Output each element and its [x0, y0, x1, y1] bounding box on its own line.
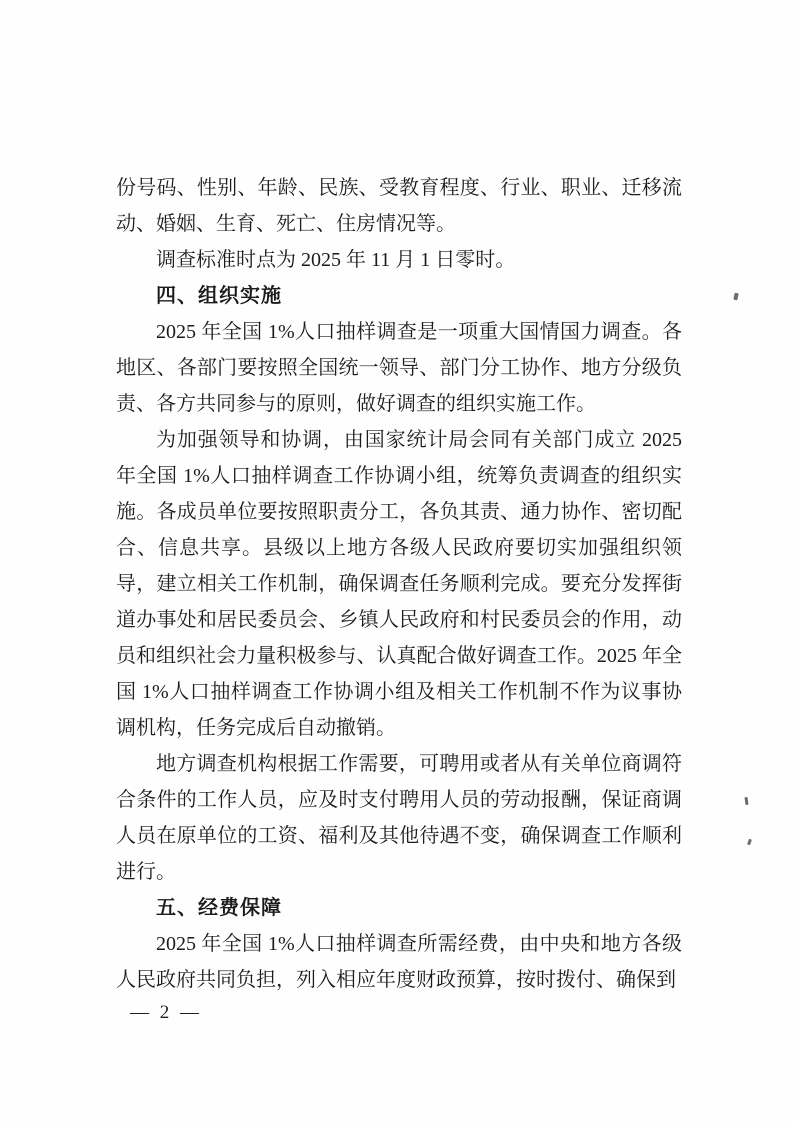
- scan-artifact: [744, 797, 748, 805]
- scan-artifact: [733, 293, 738, 301]
- scan-artifact: [747, 839, 752, 846]
- paragraph-section5-1: 2025 年全国 1%人口抽样调查所需经费，由中央和地方各级人民政府共同负担，列入相应年度财政预算，按时拨付、确保到: [116, 933, 682, 991]
- document-body: [116, 170, 682, 998]
- paragraph-section4-2: 为加强领导和协调，由国家统计局会同有关部门成立 2025 年全国 1%人口抽样调查工作协调小组，统筹负责调查的组织实施。各成员单位要按照职责分工，各负其责、通力协作、密切配合、信息共享。县级以上地方各级人民政府要切实加强组织领导，建立相关工作机制，确保调查任务顺利完成。要充分发挥街道办事处和居民委员会、乡镇人民政府和村民委员会的作用，动员和组织社会力量积极参与、认真配合做好调查工作。2025 年全国 1%人口抽样调查工作协调小组及相关工作机制不作为议事协调机构，任务完成后自动撤销。: [116, 429, 682, 739]
- paragraph-section4-3: 地方调查机构根据工作需要，可聘用或者从有关单位商调符合条件的工作人员，应及时支付聘用人员的劳动报酬，保证商调人员在原单位的工资、福利及其他待遇不变，确保调查工作顺利进行。: [116, 753, 682, 883]
- paragraph-survey-timepoint: 调查标准时点为 2025 年 11 月 1 日零时。: [156, 249, 516, 271]
- section-heading-organization: 四、组织实施: [156, 285, 282, 307]
- page-number: — 2 —: [130, 1002, 202, 1023]
- paragraph-continuation: 份号码、性别、年龄、民族、受教育程度、行业、职业、迁移流动、婚姻、生育、死亡、住房情况等。: [116, 177, 682, 235]
- paragraph-section4-1: 2025 年全国 1%人口抽样调查是一项重大国情国力调查。各地区、各部门要按照全国统一领导、部门分工协作、地方分级负责、各方共同参与的原则，做好调查的组织实施工作。: [116, 321, 682, 415]
- section-heading-funding: 五、经费保障: [156, 897, 282, 919]
